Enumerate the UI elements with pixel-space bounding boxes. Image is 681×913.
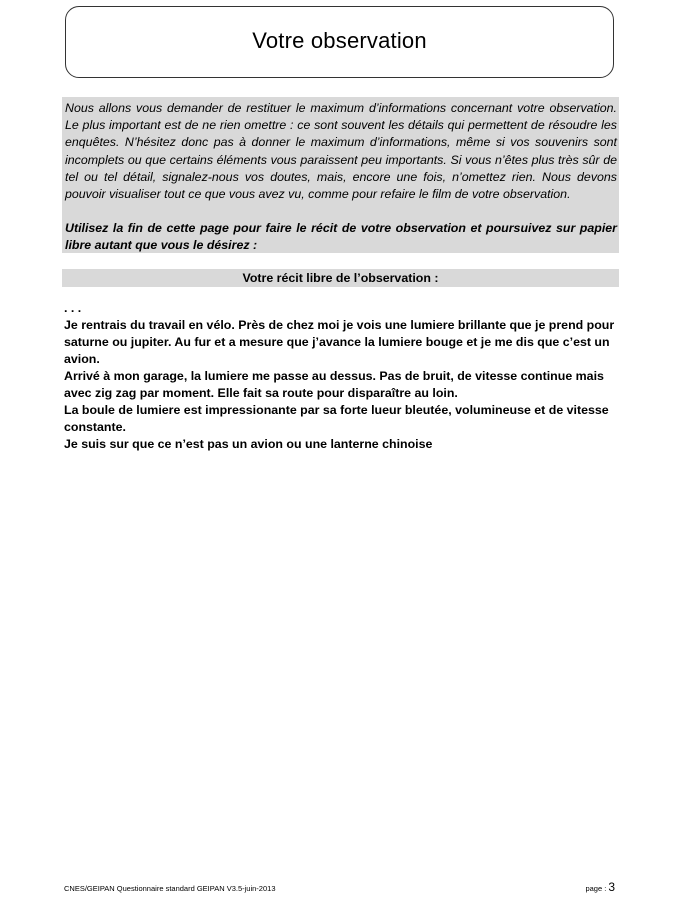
- narrative-line: Je rentrais du travail en vélo. Près de chez moi je vois une lumiere brillante que je prend pour saturne ou jupiter. Au fur et a mesure que j’avance la lumiere bouge et je me dis que c’est un avion.: [64, 318, 615, 366]
- narrative-line: Je suis sur que ce n’est pas un avion ou une lanterne chinoise: [64, 437, 433, 451]
- instructions-directive: Utilisez la fin de cette page pour faire le récit de votre observation et poursuivez sur papier libre autant que vous le désirez :: [65, 221, 617, 253]
- page-title: Votre observation: [252, 28, 427, 53]
- narrative-line: Arrivé à mon garage, la lumiere me passe au dessus. Pas de bruit, de vitesse continue mais avec zig zag par moment. Elle fait sa route pour disparaître au loin.: [64, 369, 604, 400]
- instructions-paragraph: Nous allons vous demander de restituer le maximum d’informations concernant votre observation. Le plus important est de ne rien omettre : ce sont souvent les détails qui permettent de résoudre les enquêtes. N’hésitez donc pas à donner le maximum d’informations, même si vos souvenirs sont incomplets ou que certains éléments vous paraissent peu importants. Si vous n’êtes plus très sûr de tel ou tel détail, signalez-nous vos doutes, mais, encore une fois, n’omettez rien. Nous devons pouvoir visualiser tout ce que vous avez vu, comme pour refaire le film de votre observation.: [65, 101, 617, 202]
- narrative-line: La boule de lumiere est impressionante par sa forte lueur bleutée, volumineuse et de vitesse constante.: [64, 403, 609, 434]
- page-number: 3: [608, 880, 615, 894]
- page-label: page :: [585, 884, 607, 893]
- instructions-box: [62, 97, 619, 253]
- footer-page-indicator: [585, 880, 615, 896]
- paragraph-spacer: [65, 203, 617, 220]
- section-header: Votre récit libre de l’observation :: [62, 269, 619, 287]
- title-box: [65, 6, 614, 78]
- narrative-line: . . .: [64, 301, 82, 315]
- narrative-text: [64, 300, 619, 453]
- footer-document-id: CNES/GEIPAN Questionnaire standard GEIPAN V3.5-juin-2013: [64, 884, 276, 893]
